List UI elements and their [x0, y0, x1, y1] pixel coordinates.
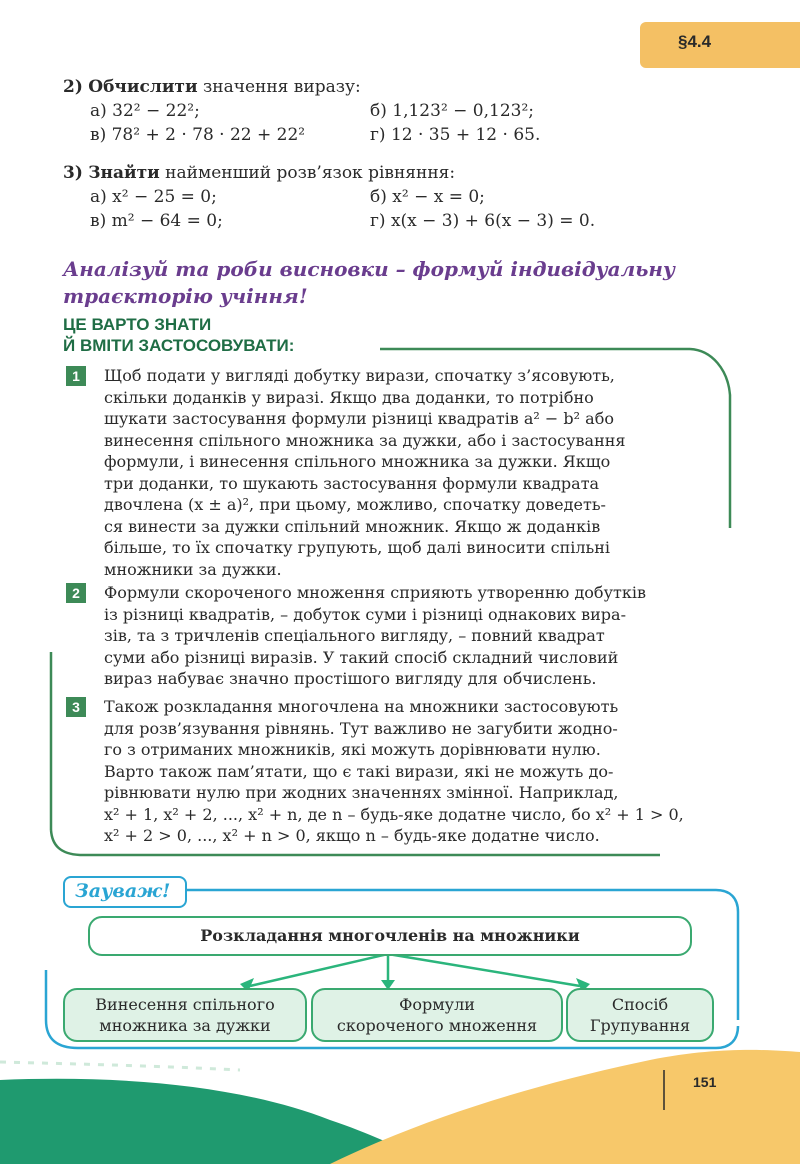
diagram-root-box: Розкладання многочленів на множники — [88, 916, 692, 956]
section-tab — [640, 22, 800, 68]
task3-item-d: г) x(x − 3) + 6(x − 3) = 0. — [370, 211, 596, 231]
point-3-number: 3 — [66, 697, 86, 717]
point-2-line: суми або різниці виразів. У такий спосіб складний числовий — [104, 647, 619, 667]
point-1-line: множники за дужки. — [104, 559, 282, 579]
point-1-text — [104, 365, 718, 580]
task2-item-a: а) 32² − 22²; — [90, 101, 200, 121]
task2-item-c: в) 78² + 2 · 78 · 22 + 22² — [90, 125, 306, 145]
slogan — [63, 256, 675, 310]
point-1-line: винесення спільного множника за дужки, або і застосування — [104, 430, 626, 450]
point-1-line: три доданки, то шукають застосування формули квадрата — [104, 473, 600, 493]
point-3-line: x² + 1, x² + 2, ..., x² + n, де n – будь-яке додатне число, бо x² + 1 > 0, — [104, 804, 684, 824]
task3-heading — [63, 162, 455, 184]
slogan-line-1: Аналізуй та роби висновки – формуй індивідуальну — [63, 257, 675, 281]
child-line: скороченого множення — [336, 1016, 538, 1035]
task3-num: 3) — [63, 163, 83, 183]
point-1-line: Щоб подати у вигляді добутку вирази, спочатку з’ясовують, — [104, 366, 615, 385]
point-2-line: із різниці квадратів, – добуток суми і різниці однакових вира- — [104, 604, 626, 624]
point-1-line: більше, то їх спочатку групують, щоб далі виносити спільні — [104, 538, 611, 557]
point-2-line: зів, та з тричленів спеціального вигляду, – повний квадрат — [104, 626, 605, 645]
note-title: Зауваж! — [75, 880, 171, 902]
task2-item-d: г) 12 · 35 + 12 · 65. — [370, 125, 541, 145]
point-1-number: 1 — [66, 366, 86, 386]
point-3-line: для розв’язування рівнянь. Тут важливо не загубити жодно- — [104, 718, 618, 738]
point-1-line: двочлена (x ± a)², при цьому, можливо, спочатку доведеть- — [104, 495, 606, 514]
point-3-line: x² + 2 > 0, ..., x² + n > 0, якщо n – будь-яке додатне число. — [104, 826, 600, 845]
point-1-line: формули, і винесення спільного множника за дужки. Якщо — [104, 452, 611, 471]
point-3-line: Варто також пам’ятати, що є такі вирази, які не можуть до- — [104, 761, 614, 781]
task2-bold: Обчислити — [88, 77, 198, 97]
child-line: Винесення спільного — [95, 995, 275, 1014]
child-line: Групування — [589, 1016, 691, 1035]
know-heading — [63, 314, 294, 356]
point-1-line: шукати застосування формули різниці квадратів a² − b² або — [104, 409, 614, 428]
point-2-line: вираз набуває значно простішого вигляду для обчислень. — [104, 669, 597, 688]
task3-bold: Знайти — [88, 163, 160, 183]
task2-num: 2) — [63, 77, 83, 97]
know-line-2: Й ВМІТИ ЗАСТОСОВУВАТИ: — [63, 336, 295, 355]
page-number: 151 — [693, 1074, 717, 1090]
point-3-text — [104, 696, 718, 847]
task3-item-c: в) m² − 64 = 0; — [90, 211, 223, 231]
task3-rest: найменший розв’язок рівняння: — [165, 163, 456, 183]
task2-item-b: б) 1,123² − 0,123²; — [370, 101, 535, 121]
diagram-child-common-factor — [63, 988, 307, 1042]
child-line: Формули — [399, 995, 475, 1014]
diagram-child-short-formulas — [311, 988, 563, 1042]
task3-item-b: б) x² − x = 0; — [370, 187, 485, 207]
point-2-number: 2 — [66, 583, 86, 603]
point-3-line: Також розкладання многочлена на множники застосовують — [104, 697, 619, 716]
point-3-line: рівнювати нулю при жодних значеннях змінної. Наприклад, — [104, 783, 619, 802]
child-line: Спосіб — [611, 995, 669, 1014]
point-3-line: го з отриманих множників, які можуть дорівнювати нулю. — [104, 740, 601, 759]
task2-heading — [63, 76, 361, 98]
know-line-1: ЦЕ ВАРТО ЗНАТИ — [63, 315, 212, 334]
slogan-line-2: траєкторію учіння! — [63, 284, 308, 308]
task2-rest: значення виразу: — [202, 77, 361, 97]
point-1-line: скільки доданків у виразі. Якщо два доданки, то потрібно — [104, 387, 594, 407]
child-line: множника за дужки — [99, 1016, 271, 1035]
point-2-line: Формули скороченого множення сприяють утворенню добутків — [104, 583, 646, 602]
note-title-box — [63, 876, 187, 908]
task3-item-a: а) x² − 25 = 0; — [90, 187, 217, 207]
diagram-child-grouping — [566, 988, 714, 1042]
section-label: §4.4 — [678, 32, 712, 51]
point-2-text — [104, 582, 718, 690]
point-1-line: ся винести за дужки спільний множник. Якщо ж доданків — [104, 516, 601, 536]
